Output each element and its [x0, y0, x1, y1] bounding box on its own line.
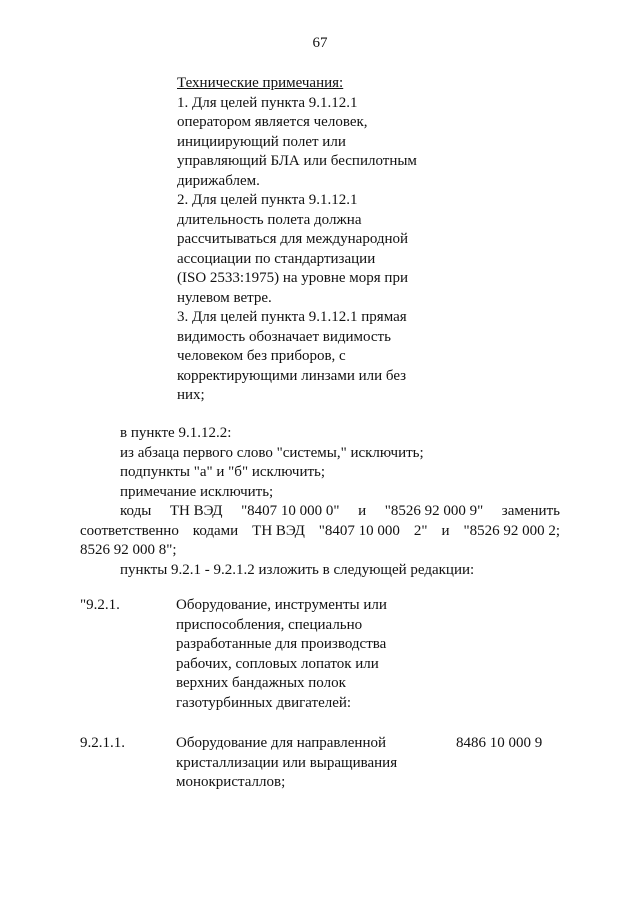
- technical-notes: [177, 74, 437, 406]
- codes-word: заменить: [501, 503, 560, 519]
- note-line: них;: [177, 387, 205, 403]
- codes-word: "8526 92 000 2;: [463, 522, 560, 539]
- codes-word: "8526 92 000 9": [384, 503, 484, 519]
- codes-line-3: 8526 92 000 8";: [80, 542, 177, 558]
- entry-description-line: приспособления, специально: [176, 616, 363, 633]
- amendment-line: в пункте 9.1.12.2:: [120, 425, 232, 441]
- amendment-line: из абзаца первого слово "системы," исключить;: [120, 444, 424, 461]
- entry-number: "9.2.1.: [80, 597, 120, 613]
- entry-description-line: кристаллизации или выращивания: [176, 754, 398, 771]
- note-line: 1. Для целей пункта 9.1.12.1: [177, 94, 358, 111]
- note-line: управляющий БЛА или беспилотным: [177, 153, 417, 169]
- entry-description-line: верхних бандажных полок: [176, 675, 346, 691]
- codes-word: ТН ВЭД: [169, 503, 223, 519]
- entry-description-line: монокристаллов;: [176, 774, 286, 790]
- codes-word: 2": [413, 522, 428, 539]
- amendment-final-line: пункты 9.2.1 - 9.2.1.2 изложить в следующей редакции:: [120, 561, 475, 578]
- note-line: ассоциации по стандартизации: [177, 250, 376, 267]
- note-line: корректирующими линзами или без: [177, 367, 407, 384]
- codes-word: "8407 10 000 0": [241, 503, 340, 519]
- note-line: нулевом ветре.: [177, 289, 272, 306]
- entry-description: [176, 734, 426, 793]
- page-number: 67: [312, 35, 328, 51]
- note-line: оператором является человек,: [177, 114, 368, 130]
- note-line: рассчитываться для международной: [177, 231, 409, 247]
- amendment-line: примечание исключить;: [120, 483, 274, 500]
- note-line: видимость обозначает видимость: [177, 328, 391, 345]
- codes-word: и: [441, 522, 450, 539]
- note-line: человеком без приборов, с: [177, 348, 346, 364]
- entry-description-line: рабочих, сопловых лопаток или: [176, 655, 379, 672]
- technical-notes-title: Технические примечания:: [177, 75, 344, 91]
- note-line: дирижаблем.: [177, 172, 260, 189]
- note-line: инициирующий полет или: [177, 133, 346, 150]
- codes-line-1: [80, 502, 560, 522]
- entry-description-line: Оборудование для направленной: [176, 735, 387, 751]
- entry-description-line: газотурбинных двигателей:: [176, 694, 352, 711]
- codes-word: кодами: [192, 522, 239, 539]
- note-line: (ISO 2533:1975) на уровне моря при: [177, 270, 408, 286]
- codes-line-2: [80, 522, 560, 542]
- codes-word: "8407 10 000: [318, 522, 400, 539]
- entry-number: 9.2.1.1.: [80, 735, 125, 751]
- codes-word: ТН ВЭД: [252, 522, 305, 539]
- amendments-block: [80, 424, 560, 580]
- codes-word: коды: [120, 503, 152, 519]
- note-line: длительность полета должна: [177, 211, 362, 228]
- codes-word: и: [358, 503, 367, 519]
- entry-description-line: Оборудование, инструменты или: [176, 597, 387, 613]
- entry-code: 8486 10 000 9: [456, 735, 543, 751]
- note-line: 2. Для целей пункта 9.1.12.1: [177, 192, 358, 208]
- amendment-line: подпункты "а" и "б" исключить;: [120, 464, 326, 480]
- entry-description-line: разработанные для производства: [176, 636, 387, 652]
- note-line: 3. Для целей пункта 9.1.12.1 прямая: [177, 309, 407, 325]
- codes-word: соответственно: [80, 522, 179, 539]
- entry-description: [176, 596, 426, 713]
